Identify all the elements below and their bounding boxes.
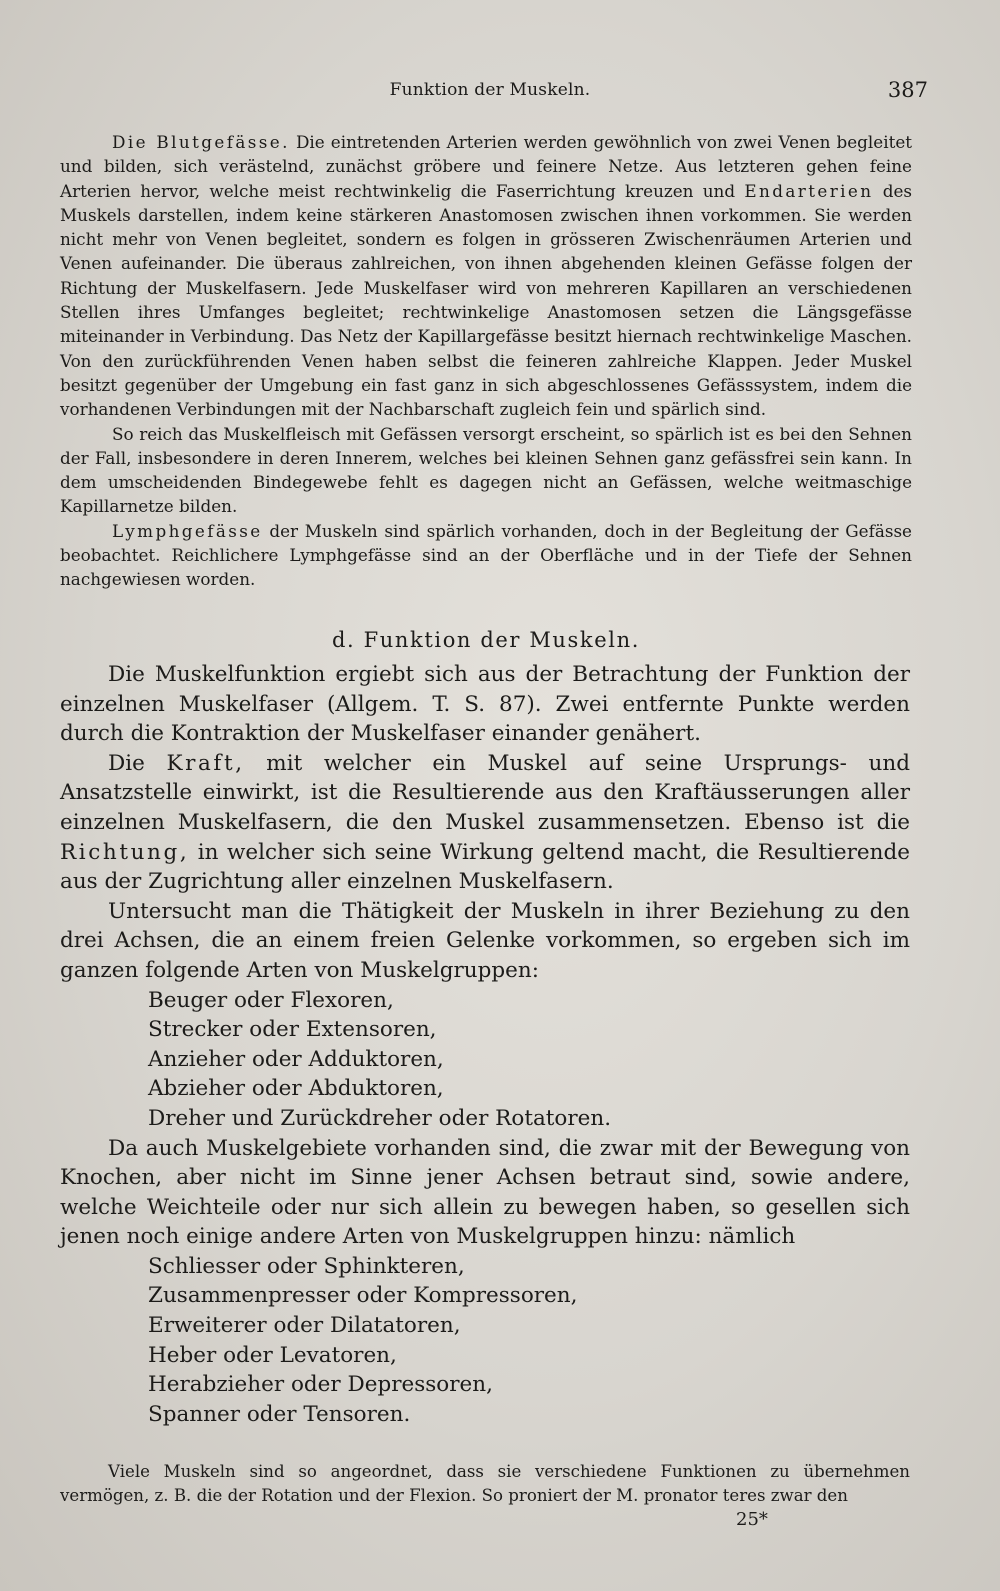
blood-vessels-text-1: Die eintretenden Arterien werden gewöhnlich von zwei Venen begleitet und bilden, sich verästelnd, zunächst gröbere und feinere Netze. Aus letzteren gehen feine Arterien hervor, welche meist rechtwinkelig die Faserrichtung kreuzen und	[60, 132, 912, 201]
axis-groups-list	[60, 986, 910, 1134]
signature-mark: 25*	[736, 1509, 768, 1530]
blood-vessels-paragraph	[60, 130, 912, 422]
page-number: 387	[887, 78, 928, 102]
direction-text: in welcher sich seine Wirkung geltend macht, die Resultierende aus der Zugrichtung aller einzelnen Muskelfasern.	[60, 839, 910, 895]
vessels-section	[60, 130, 912, 592]
direction-term: Richtung,	[60, 839, 190, 865]
page-header	[60, 78, 928, 108]
list-item: Strecker oder Extensoren,	[148, 1017, 437, 1043]
list-item: Abzieher oder Abduktoren,	[148, 1076, 444, 1102]
list-item: Dreher und Zurückdreher oder Rotatoren.	[148, 1105, 612, 1131]
lymph-text: der Muskeln sind spärlich vorhanden, doch in der Begleitung der Gefässe beobachtet. Reichlichere Lymphgefässe sind an der Oberfläche und in der Tiefe der Sehnen nachgewiesen worden.	[60, 520, 912, 590]
function-intro-paragraph: Die Muskelfunktion ergiebt sich aus der Betrachtung der Funktion der einzelnen Muskelfaser (Allgem. T. S. 87). Zwei entfernte Punkte werden durch die Kontraktion der Muskelfaser einander genähert.	[60, 662, 910, 747]
other-groups-paragraph: Da auch Muskelgebiete vorhanden sind, die zwar mit der Bewegung von Knochen, aber nicht im Sinne jener Achsen betraut sind, sowie andere, welche Weichteile oder nur sich allein zu bewegen haben, so gesellen sich jenen noch einige andere Arten von Muskelgruppen hinzu: nämlich	[60, 1135, 910, 1250]
force-paragraph	[60, 749, 910, 897]
running-title: Funktion der Muskeln.	[389, 80, 591, 100]
list-item: Erweiterer oder Dilatatoren,	[148, 1313, 461, 1339]
list-item: Zusammenpresser oder Kompressoren,	[148, 1283, 578, 1309]
closing-paragraph	[60, 1460, 910, 1508]
section-heading: d. Funktion der Muskeln.	[332, 628, 640, 652]
closing-text: Viele Muskeln sind so angeordnet, dass sie verschiedene Funktionen zu übernehmen vermögen, z. B. die der Rotation und der Flexion. So proniert der M. pronator teres zwar den	[60, 1462, 910, 1505]
blood-vessels-text-2: des Muskels darstellen, indem keine stärkeren Anastomosen zwischen ihnen vorkommen. Sie werden nicht mehr von Venen begleitet, sondern es folgen in grösseren Zwischenräumen Arterien und Venen aufeinander. Die überaus zahlreichen, von ihnen abgehenden kleinen Gefässe folgen der Richtung der Muskelfasern. Jede Muskelfaser wird von mehreren Kapillaren an verschiedenen Stellen ihres Umfanges begleitet; rechtwinkelige Anastomosen setzen die Längsgefässe miteinander in Verbindung. Das Netz der Kapillargefässe besitzt hiernach rechtwinkelige Maschen. Von den zurückführenden Venen haben selbst die feineren zahlreiche Klappen. Jeder Muskel besitzt gegenüber der Umgebung ein fast ganz in sich abgeschlossenes Gefässsystem, indem die vorhandenen Verbindungen mit der Nachbarschaft zugleich fein und spärlich sind.	[60, 180, 913, 420]
force-text: mit welcher ein Muskel auf seine Ursprungs- und Ansatzstelle einwirkt, ist die Resultierende aus den Kraftäusserungen aller einzelnen Muskelfasern, die den Muskel zusammensetzen. Ebenso ist die	[60, 750, 910, 835]
list-item: Schliesser oder Sphinkteren,	[148, 1253, 465, 1279]
other-groups-list	[60, 1252, 910, 1430]
axes-paragraph: Untersucht man die Thätigkeit der Muskeln in ihrer Beziehung zu den drei Achsen, die an einem freien Gelenke vorkommen, so ergeben sich im ganzen folgende Arten von Muskelgruppen:	[60, 898, 910, 983]
list-item: Beuger oder Flexoren,	[148, 987, 394, 1013]
lymph-paragraph	[60, 519, 912, 592]
list-item: Heber oder Levatoren,	[148, 1342, 397, 1368]
muscle-function-section	[60, 660, 910, 1429]
lymph-term: Lymphgefässe	[112, 520, 263, 541]
blood-vessels-term: Die Blutgefässe.	[112, 132, 290, 152]
list-item: Herabzieher oder Depressoren,	[148, 1372, 493, 1398]
tendons-paragraph: So reich das Muskelfleisch mit Gefässen versorgt erscheint, so spärlich ist es bei den Sehnen der Fall, insbesondere in deren Innerem, welches bei kleinen Sehnen ganz gefässfrei sein kann. In dem umscheidenden Bindegewebe fehlt es dagegen nicht an Gefässen, welche weitmaschige Kapillarnetze bilden.	[60, 423, 912, 517]
endarterien-term: Endarterien	[744, 180, 874, 201]
list-item: Spanner oder Tensoren.	[148, 1401, 411, 1427]
force-term: Kraft,	[166, 750, 245, 776]
force-lead: Die	[108, 750, 167, 776]
list-item: Anzieher oder Adduktoren,	[148, 1046, 444, 1072]
